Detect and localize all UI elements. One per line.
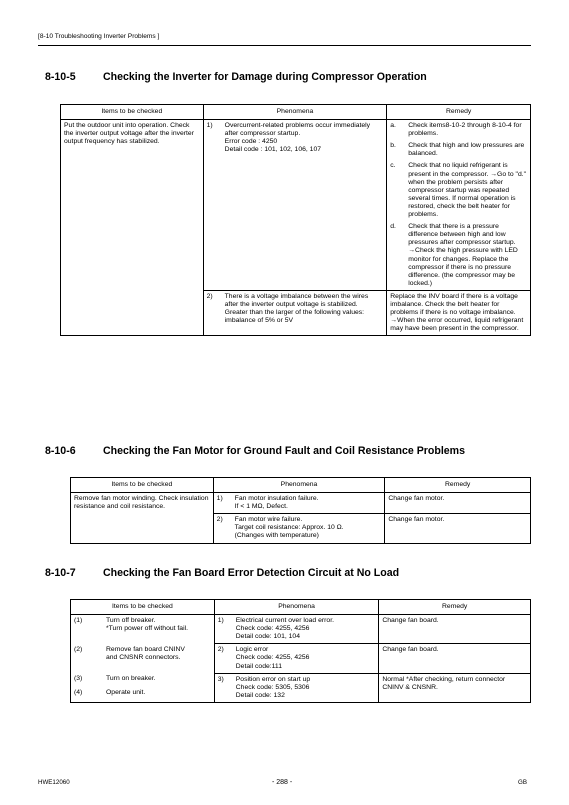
fan-board-check-table xyxy=(70,599,531,703)
item-number: 1) xyxy=(217,617,224,625)
phenomenon-cell xyxy=(214,673,379,702)
phenomenon-cell xyxy=(213,493,385,514)
section-number: 8-10-7 xyxy=(45,567,76,579)
item-cell xyxy=(71,615,215,644)
item-text: Turn off breaker. xyxy=(106,617,156,625)
column-header: Items to be checked xyxy=(61,105,204,120)
phenomenon-text: Logic error xyxy=(235,646,269,654)
section-number: 8-10-5 xyxy=(45,71,76,83)
phenomenon-cell xyxy=(203,120,387,291)
remedy-letter: d. xyxy=(390,223,396,231)
item-text: Remove fan board CNINV xyxy=(106,645,185,653)
remedy-text: Check that high and low pressures are balanced. xyxy=(408,142,525,158)
table-row xyxy=(61,120,531,291)
table-header-row xyxy=(71,478,531,493)
language-code: GB xyxy=(518,779,527,786)
remedy-letter: c. xyxy=(390,162,396,170)
phenomenon-text: Electrical current over load error. xyxy=(235,617,334,625)
column-header: Items to be checked xyxy=(71,478,214,493)
phenomenon-text: There is a voltage imbalance between the wires after the inverter output voltage is stabilized. xyxy=(224,292,369,308)
item-number: 1) xyxy=(206,122,213,130)
column-header: Remedy xyxy=(387,105,531,120)
table-row xyxy=(71,644,531,673)
check-code: Check code: 4255, 4256 xyxy=(235,654,310,662)
remedy-cell xyxy=(387,120,531,291)
section-title: Checking the Inverter for Damage during Compressor Operation xyxy=(103,71,427,83)
header-rule xyxy=(38,45,531,46)
item-cell: Put the outdoor unit into operation. Check the inverter output voltage after the inverter output frequency has stabilized. xyxy=(61,120,204,336)
check-code: Check code: 5305, 5306 xyxy=(235,683,310,691)
phenomenon-text: Overcurrent-related problems occur immediately after compressor startup. xyxy=(224,122,371,138)
section-number: 8-10-6 xyxy=(45,445,76,457)
remedy-letter: b. xyxy=(390,142,396,150)
phenomenon-cell xyxy=(213,514,385,543)
item-text: *Turn power off without fail. xyxy=(106,625,188,633)
remedy-text: Check items8-10-2 through 8-10-4 for problems. xyxy=(408,122,522,138)
phenomenon-cell xyxy=(214,644,379,673)
item-number: 2) xyxy=(216,516,223,524)
column-header: Remedy xyxy=(385,478,531,493)
table-row xyxy=(71,673,531,702)
section-title: Checking the Fan Motor for Ground Fault and Coil Resistance Problems xyxy=(103,445,465,457)
remedy-text: Check that no liquid refrigerant is present in the compressor. →Go to "d." when the problem persists after compressor startup was repeated several times. If normal operation is restored, check the belt heater for problems. xyxy=(408,162,527,219)
table-header-row xyxy=(71,600,531,615)
phenomenon-text: Position error on start up xyxy=(235,675,311,683)
error-code: Error code : 4250 xyxy=(224,138,278,146)
detail-code: Detail code : 101, 102, 106, 107 xyxy=(224,146,322,154)
item-text: and CNSNR connectors. xyxy=(106,653,181,661)
item-number: 1) xyxy=(216,495,223,503)
remedy-text: Check that there is a pressure difference between high and low pressures after compressor startup. →Check the high pressure with LED monitor for changes. Replace the compressor if there is no pressure difference. (the compressor may be locked.) xyxy=(408,223,518,287)
item-text: Turn on breaker. xyxy=(106,675,156,683)
column-header: Remedy xyxy=(379,600,531,615)
column-header: Phenomena xyxy=(203,105,387,120)
item-number: 2) xyxy=(206,292,213,300)
item-cell xyxy=(71,644,215,673)
column-header: Items to be checked xyxy=(71,600,215,615)
phenomenon-text: Target coil resistance: Approx. 10 Ω. xyxy=(234,524,344,532)
item-number: 2) xyxy=(217,646,224,654)
fan-motor-check-table xyxy=(70,477,531,544)
item-cell xyxy=(71,673,215,702)
item-cell: Remove fan motor winding. Check insulation resistance and coil resistance. xyxy=(71,493,214,543)
remedy-cell: Replace the INV board if there is a voltage imbalance. Check the belt heater for problems if there is no voltage imbalance. →When the error occurred, liquid refrigerant may have been present in the compressor. xyxy=(387,290,531,335)
detail-code: Detail code: 132 xyxy=(235,691,285,699)
column-header: Phenomena xyxy=(213,478,385,493)
check-code: Check code: 4255, 4256 xyxy=(235,625,310,633)
table-row xyxy=(71,493,531,514)
inverter-check-table xyxy=(60,104,531,336)
remedy-cell: Change fan motor. xyxy=(385,514,531,543)
item-number: (1) xyxy=(74,617,83,625)
page-number: - 288 - xyxy=(272,779,293,786)
remedy-cell: Normal *After checking, return connector CNINV & CNSNR. xyxy=(379,673,531,702)
phenomenon-text: Fan motor wire failure. xyxy=(234,516,303,524)
detail-code: Detail code:111 xyxy=(235,662,282,670)
phenomenon-text: Fan motor insulation failure. xyxy=(234,495,319,503)
table-row xyxy=(71,615,531,644)
phenomenon-text: If < 1 MΩ, Defect. xyxy=(234,503,288,511)
item-text: Operate unit. xyxy=(106,689,146,697)
phenomenon-text: Greater than the larger of the following values: imbalance of 5% or 5V xyxy=(224,309,365,325)
item-number: (4) xyxy=(74,689,83,697)
phenomenon-cell xyxy=(214,615,379,644)
remedy-cell: Change fan board. xyxy=(379,644,531,673)
item-number: (2) xyxy=(74,645,83,653)
remedy-cell: Change fan board. xyxy=(379,615,531,644)
table-header-row xyxy=(61,105,531,120)
remedy-letter: a. xyxy=(390,122,396,130)
remedy-cell: Change fan motor. xyxy=(385,493,531,514)
running-header: [8-10 Troubleshooting Inverter Problems ] xyxy=(38,33,160,40)
item-number: 3) xyxy=(217,675,224,683)
phenomenon-text: (Changes with temperature) xyxy=(234,532,319,540)
document-code: HWE12060 xyxy=(38,779,70,786)
phenomenon-cell xyxy=(203,290,387,335)
item-number: (3) xyxy=(74,675,83,683)
section-title: Checking the Fan Board Error Detection Circuit at No Load xyxy=(103,567,400,579)
column-header: Phenomena xyxy=(214,600,379,615)
detail-code: Detail code: 101, 104 xyxy=(235,633,300,641)
